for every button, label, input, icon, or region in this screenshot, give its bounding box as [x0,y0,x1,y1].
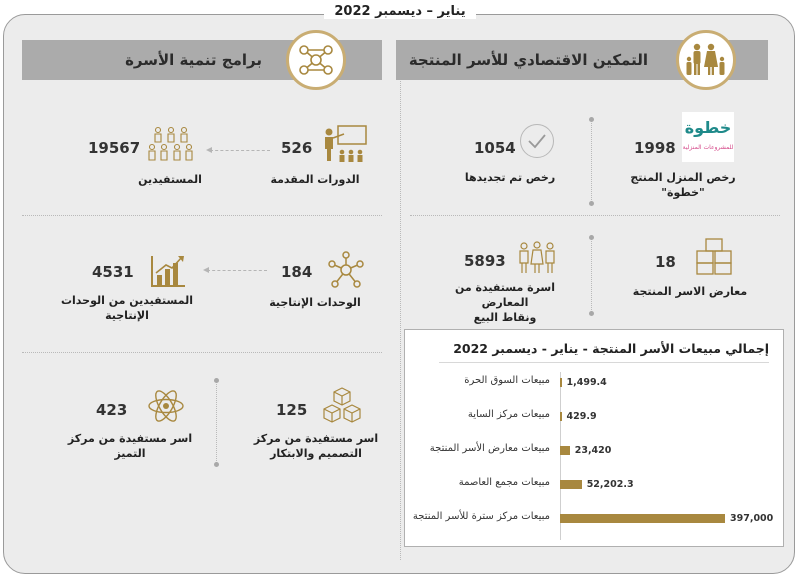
chart-category-label: مبيعات مركز الساية [467,409,550,420]
group-family-icon [514,240,560,276]
boxes-icon [694,236,734,276]
courses-label: الدورات المقدمة [270,173,360,186]
people-network-icon [294,40,338,80]
home-licenses-value: 1998 [634,139,676,157]
cubes-icon [320,386,364,426]
units-beneficiaries-label-line2: الإنتاجية [105,309,149,322]
design-center-value: 125 [276,401,308,419]
khutwa-logo [682,112,734,162]
excellence-center-label-line2: التميز [114,447,146,460]
courses-arrow [210,150,270,151]
families-exhibitions-label-line2: ونقاط البيع [473,311,537,324]
chart-value-label: 1,499.4 [566,377,607,388]
growth-chart-icon [148,253,188,289]
design-center-label-line1: اسر مستفيدة من مركز [253,432,379,445]
production-units-label: الوحدات الإنتاجية [269,296,361,309]
chart-bar [560,412,562,421]
chart-value-label: 397,000 [730,513,774,524]
khutwa-logo-text: خطوة [684,118,732,137]
period-title: يناير – ديسمبر 2022 [324,4,475,19]
exhibitions-label: معارض الاسر المنتجة [632,285,748,298]
production-units-value: 184 [281,263,313,281]
training-course-icon [320,124,370,166]
atom-icon [146,386,186,426]
separator-dot [589,117,594,122]
molecule-network-icon [326,250,366,290]
beneficiaries-value: 19567 [88,139,141,157]
chart-title-rule [439,362,769,363]
home-licenses-label: رخص المنزل المنتج "خطوة" [630,171,736,199]
excellence-center-value: 423 [96,401,128,419]
khutwa-logo-subtext: للمشروعات المنزلية [682,144,734,151]
page-title [0,4,800,19]
excellence-center-label-line1: اسر مستفيدة من مركز [67,432,193,445]
left-row3-separator [216,381,217,465]
family-icon [684,40,728,80]
right-row-divider [410,215,780,216]
exhibitions-value: 18 [655,253,676,271]
separator-dot [214,378,219,383]
economic-empowerment-title: التمكين الاقتصادي للأسر المنتجة [408,51,648,69]
chart-value-label: 23,420 [574,445,612,456]
separator-dot [589,201,594,206]
beneficiaries-label: المستفيدين [138,173,202,186]
check-circle [520,124,554,158]
chart-bar [560,480,582,489]
units-arrow [207,270,267,271]
units-beneficiaries-value: 4531 [92,263,134,281]
right-row1-separator [591,120,592,204]
chart-category-label: مبيعات معارض الأسر المنتجة [429,443,550,454]
renewed-licenses-value: 1054 [474,139,516,157]
families-exhibitions-label-line1: اسرة مستفيدة من المعارض [454,281,556,309]
design-center-label-line2: التصميم والابتكار [270,447,362,460]
chart-bar [560,378,562,387]
design-center-label [236,431,396,461]
chart-category-label: مبيعات السوق الحرة [464,375,550,386]
units-beneficiaries-label-line1: المستفيدين من الوحدات [60,294,194,307]
sales-chart [404,329,784,547]
separator-dot [589,235,594,240]
network-badge [286,30,346,90]
chart-bar [560,446,570,455]
chart-value-label: 52,202.3 [586,479,634,490]
crowd-icon [148,126,194,166]
chart-title: إجمالي مبيعات الأسر المنتجة - يناير - ديسمبر 2022 [453,341,769,356]
renewed-licenses-label: رخص تم تجديدها [464,171,556,184]
family-development-title: برامج تنمية الأسرة [125,51,262,69]
left-row-divider-1 [22,215,382,216]
right-row2-separator [591,238,592,314]
chart-bar [560,514,725,523]
families-exhibitions-value: 5893 [464,252,506,270]
courses-value: 526 [281,139,313,157]
chart-category-label: مبيعات مجمع العاصمة [458,477,550,488]
separator-dot [589,311,594,316]
chart-category-label: مبيعات مركز سترة للأسر المنتجة [412,511,550,522]
check-icon [527,133,547,149]
excellence-center-label [60,431,200,461]
chart-value-label: 429.9 [566,411,597,422]
separator-dot [214,462,219,467]
left-row-divider-2 [22,352,382,353]
families-exhibitions-label [430,280,580,325]
family-badge [676,30,736,90]
center-divider [400,52,401,560]
units-beneficiaries-label [52,293,202,323]
